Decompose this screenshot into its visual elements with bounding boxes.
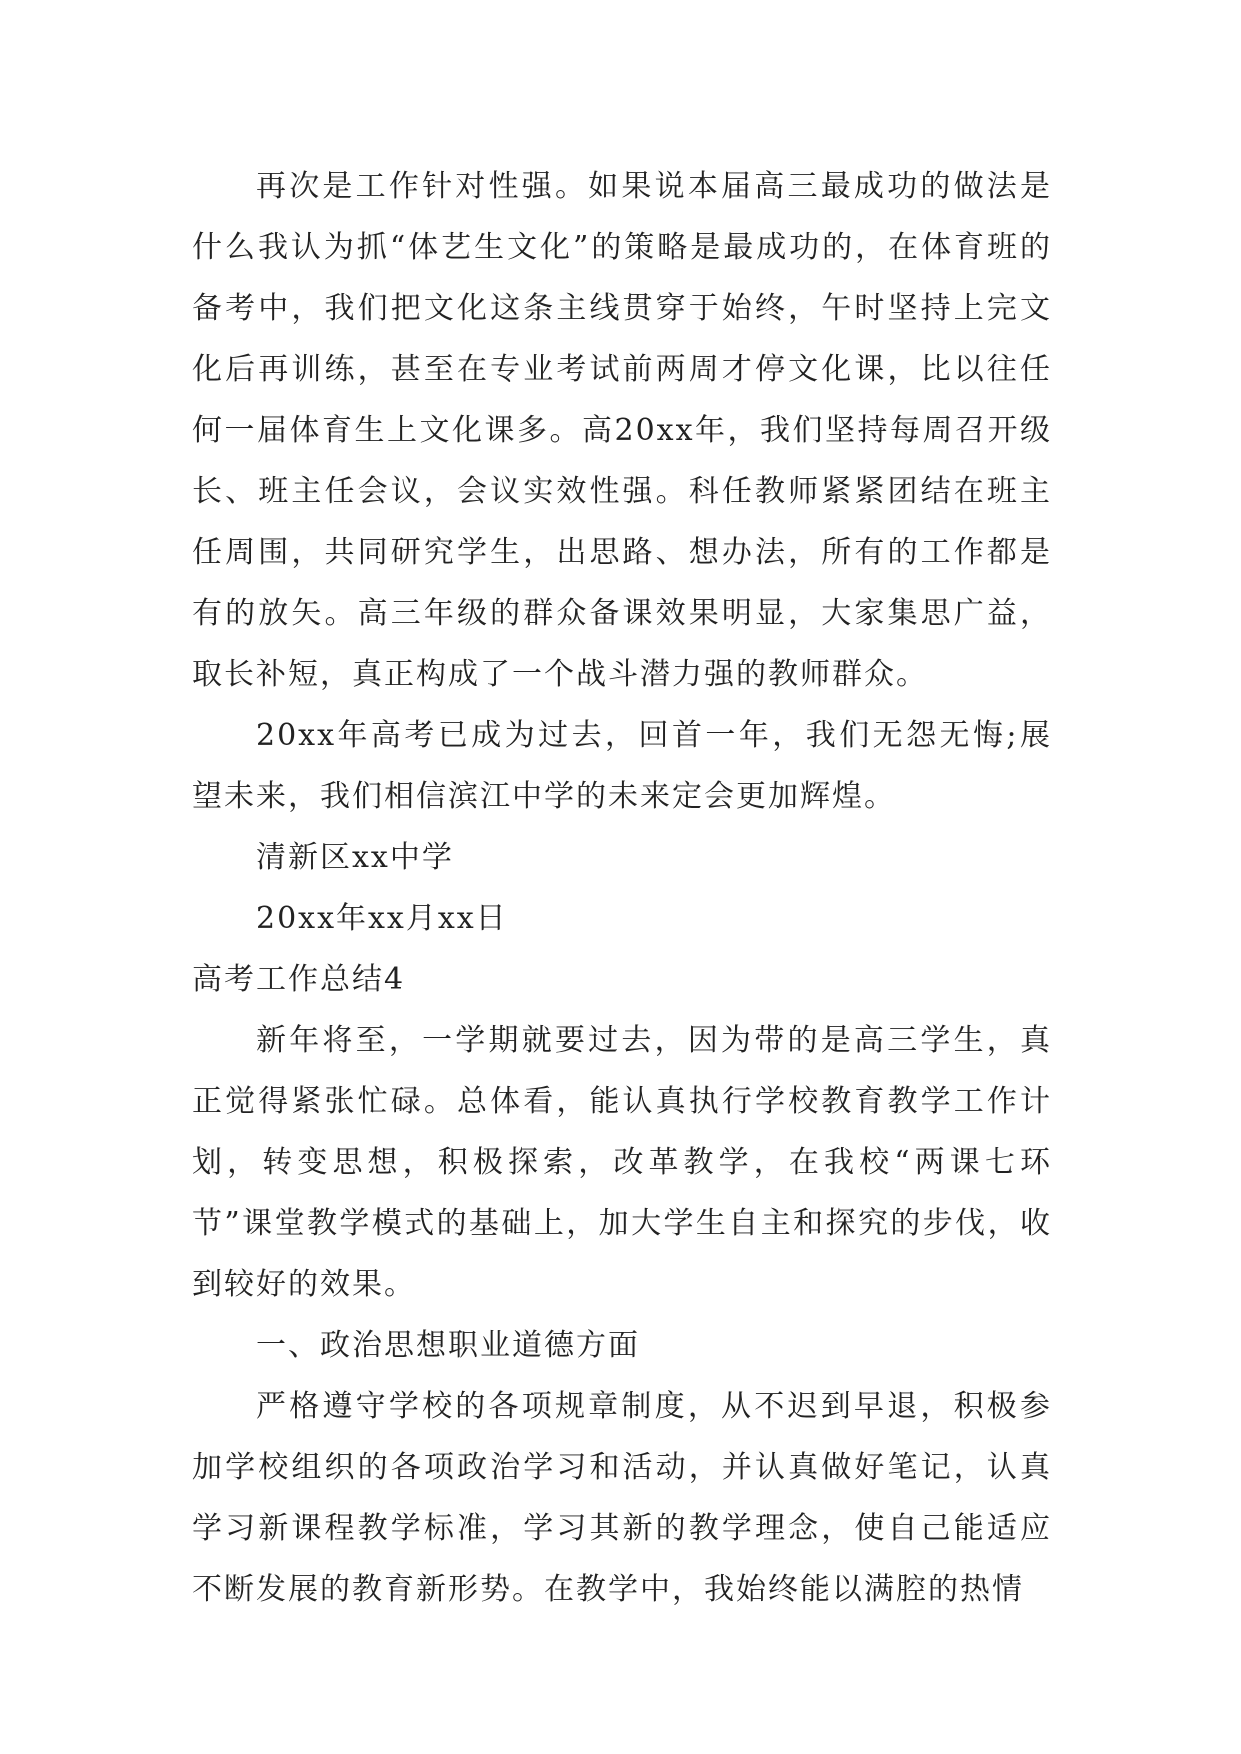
paragraph-school-rules: 严格遵守学校的各项规章制度，从不迟到早退，积极参加学校组织的各项政治学习和活动，并认真做好笔记，认真学习新课程教学标准，学习其新的教学理念，使自己能适应不断发展的教育新形势。在教学中，我始终能以满腔的热情 — [192, 1389, 1052, 1607]
section-title: 高考工作总结4 — [192, 962, 406, 997]
subheading-political-ethics: 一、政治思想职业道德方面 — [256, 1328, 640, 1363]
signature-date: 20xx年xx月xx日 — [256, 901, 508, 936]
signature-school: 清新区xx中学 — [256, 840, 454, 875]
paragraph-new-year: 新年将至，一学期就要过去，因为带的是高三学生，真正觉得紧张忙碌。总体看，能认真执行学校教育教学工作计划，转变思想，积极探索，改革教学，在我校“两课七环节”课堂教学模式的基础上，加大学生自主和探究的步伐，收到较好的效果。 — [192, 1023, 1052, 1302]
document-body — [192, 156, 1052, 1620]
paragraph-work-targeted: 再次是工作针对性强。如果说本届高三最成功的做法是什么我认为抓“体艺生文化”的策略是最成功的，在体育班的备考中，我们把文化这条主线贯穿于始终，午时坚持上完文化后再训练，甚至在专业考试前两周才停文化课，比以往任何一届体育生上文化课多。高20xx年，我们坚持每周召开级长、班主任会议，会议实效性强。科任教师紧紧团结在班主任周围，共同研究学生，出思路、想办法，所有的工作都是有的放矢。高三年级的群众备课效果明显，大家集思广益，取长补短，真正构成了一个战斗潜力强的教师群众。 — [192, 169, 1052, 692]
paragraph-exam-review: 20xx年高考已成为过去，回首一年，我们无怨无悔;展望未来，我们相信滨江中学的未来定会更加辉煌。 — [192, 718, 1052, 814]
